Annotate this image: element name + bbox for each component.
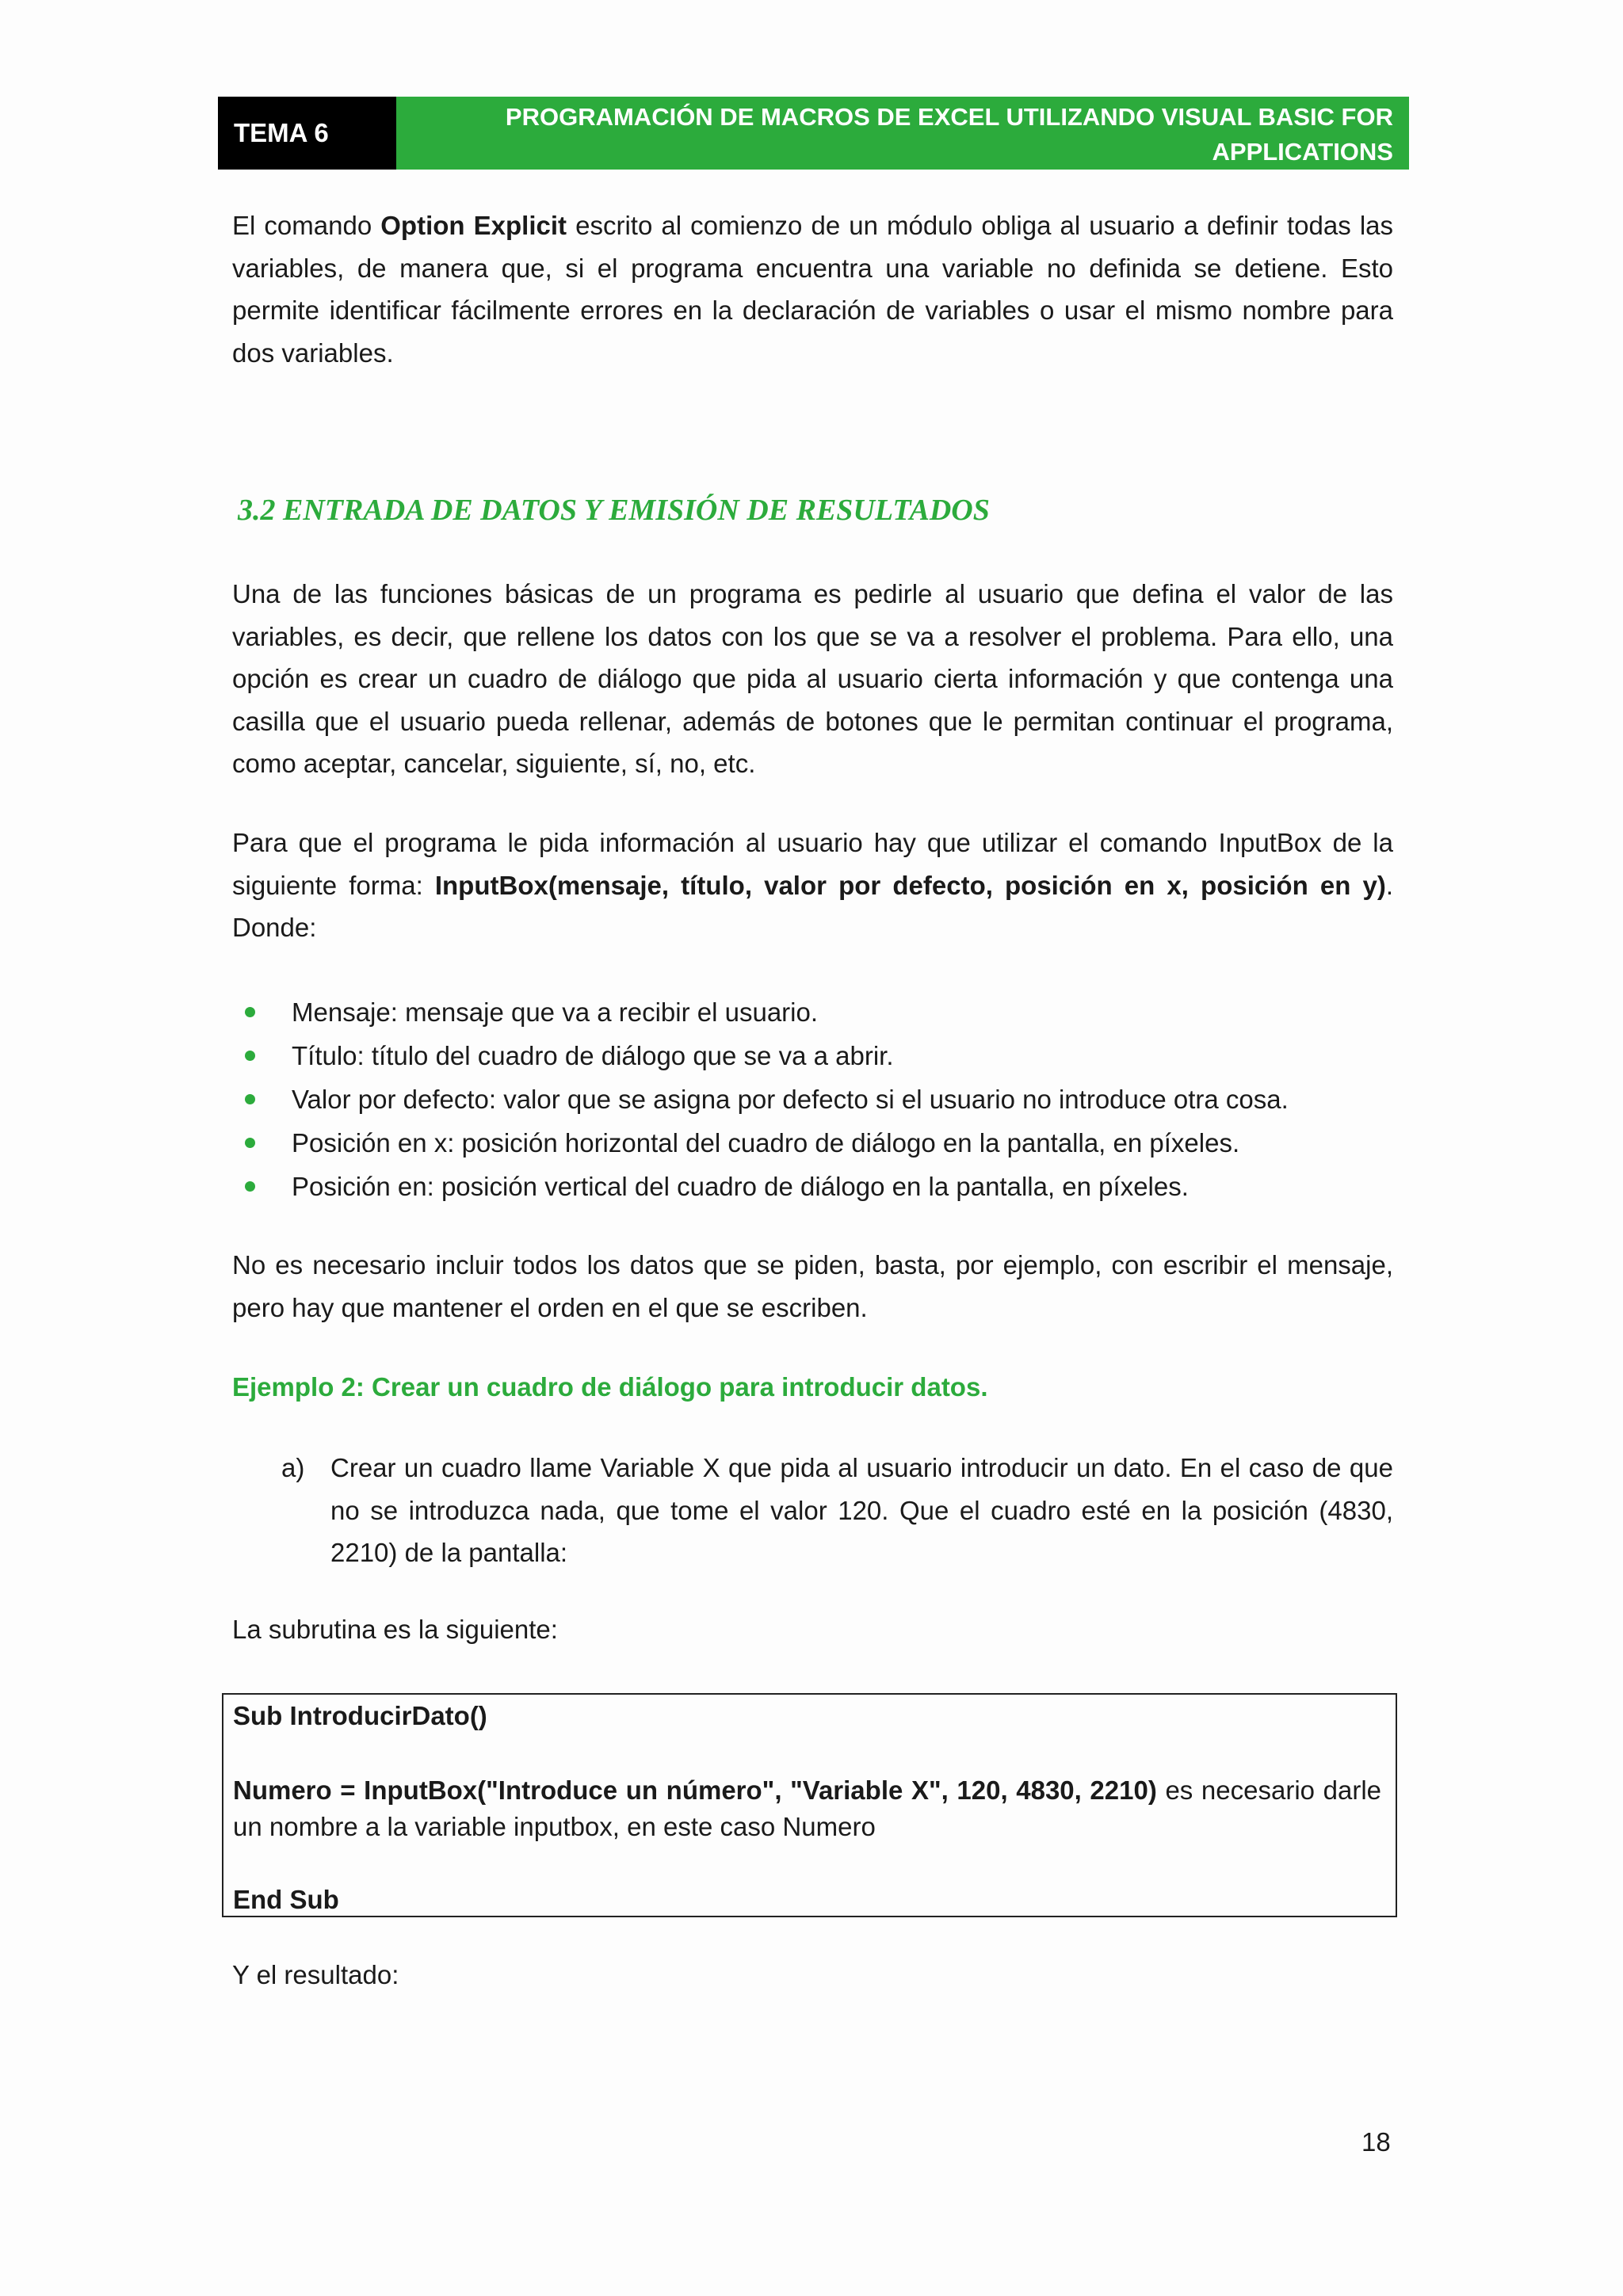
code-line-sub: Sub IntroducirDato() [233,1701,487,1730]
list-item [232,1165,1393,1208]
code-inputbox-note: es necesario darle un nombre a la variable inputbox, en este caso Numero [233,1775,1382,1841]
code-box [222,1693,1397,1917]
para2-bold: InputBox(mensaje, título, valor por defecto, posición en x, posición en y) [434,870,1386,900]
list-item [232,1077,1393,1121]
header-title [396,97,1409,170]
header-title-line1: PROGRAMACIÓN DE MACROS DE EXCEL UTILIZANDO VISUAL BASIC FOR [505,103,1393,131]
list-item-text: Posición en: posición vertical del cuadro de diálogo en la pantalla, en píxeles. [292,1172,1189,1201]
code-line-inputbox [233,1772,1381,1845]
page-header [218,97,1409,170]
intro-paragraph [232,204,1393,374]
bullet-icon [245,1138,255,1148]
result-text: Y el resultado: [232,1960,399,1989]
bullet-icon [245,1094,255,1104]
parameter-list [232,990,1393,1208]
page-number: 18 [1361,2127,1391,2157]
list-item [232,1034,1393,1077]
bullet-icon [245,1181,255,1192]
code-inputbox-statement: Numero = InputBox("Introduce un número", "Variable X", 120, 4830, 2210) [233,1775,1157,1805]
subroutine-intro: La subrutina es la siguiente: [232,1615,558,1644]
example-heading: Ejemplo 2: Crear un cuadro de diálogo para introducir datos. [232,1372,988,1402]
paragraph-3: No es necesario incluir todos los datos que se piden, basta, por ejemplo, con escribir el mensaje, pero hay que mantener el orden en el que se escriben. [232,1250,1393,1322]
paragraph-1: Una de las funciones básicas de un programa es pedirle al usuario que defina el valor de las variables, es decir, que rellene los datos con los que se va a resolver el problema. Para ello, una opción es crear un cuadro de diálogo que pida al usuario cierta información y que contenga una casilla que el usuario pueda rellenar, además de botones que le permitan continuar el programa, como aceptar, cancelar, siguiente, sí, no, etc. [232,579,1393,778]
list-item-text: Posición en x: posición horizontal del cuadro de diálogo en la pantalla, en píxeles. [292,1128,1240,1158]
list-item [232,990,1393,1034]
tema-text: TEMA 6 [234,118,329,147]
paragraph-2 [232,822,1393,949]
header-tema-label [218,97,396,170]
intro-post: escrito al comienzo de un módulo obliga al usuario a definir todas las variables, de manera que, si el programa encuentra una variable no definida se detiene. Esto permite identificar fácilmente errores en la declaración de variables o usar el mismo nombre para dos variables. [232,211,1393,368]
example-item-text: Crear un cuadro llame Variable X que pida al usuario introducir un dato. En el caso de que no se introduzca nada, que tome el valor 120. Que el cuadro esté en la posición (4830, 2210) de la pantalla: [330,1453,1393,1567]
para2-pre: Para que el programa le pida información al usuario hay que utilizar el comando InputBox de la siguiente forma: [232,828,1393,900]
intro-pre: El comando [232,211,381,240]
list-item-text: Mensaje: mensaje que va a recibir el usuario. [292,997,819,1027]
intro-bold: Option Explicit [380,211,567,240]
example-item-marker: a) [281,1453,305,1482]
para2-post: . Donde: [232,870,1393,942]
code-line-endsub: End Sub [233,1885,339,1914]
section-heading: 3.2 ENTRADA DE DATOS Y EMISIÓN DE RESULTADOS [238,494,990,527]
list-item-text: Título: título del cuadro de diálogo que se va a abrir. [292,1041,894,1070]
bullet-icon [245,1051,255,1061]
list-item-text: Valor por defecto: valor que se asigna por defecto si el usuario no introduce otra cosa. [292,1085,1289,1114]
bullet-icon [245,1007,255,1017]
list-item [232,1121,1393,1165]
header-title-line2: APPLICATIONS [1212,138,1393,166]
example-item [281,1447,1393,1574]
